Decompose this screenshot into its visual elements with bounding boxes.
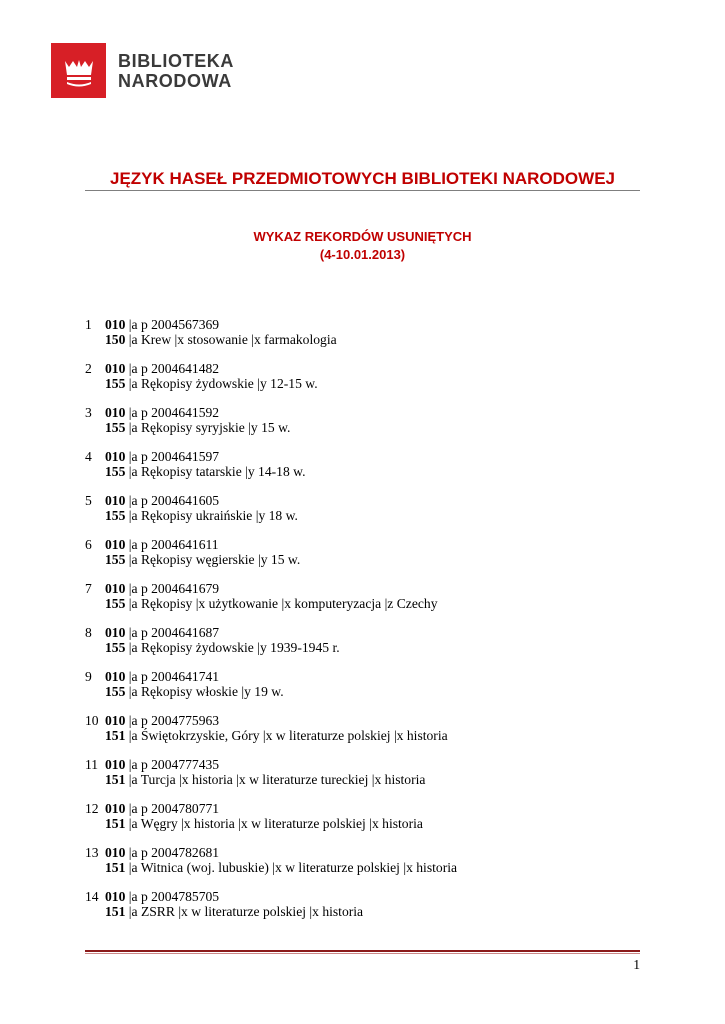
- logo-line-2: NARODOWA: [118, 70, 232, 91]
- record-heading-line: [85, 816, 645, 831]
- record-heading-line: [85, 904, 645, 919]
- library-logo: [51, 43, 234, 98]
- field-tag: 010: [105, 889, 126, 904]
- field-tag: 155: [105, 464, 126, 479]
- record-control-line: [85, 493, 645, 508]
- record-heading-line: [85, 860, 645, 875]
- record-control-line: [85, 801, 645, 816]
- record-control-line: [85, 713, 645, 728]
- field-tag: 155: [105, 420, 126, 435]
- field-tag: 151: [105, 772, 126, 787]
- record-number: 6: [85, 537, 92, 552]
- record-control-line: [85, 449, 645, 464]
- field-tag: 155: [105, 640, 126, 655]
- record-number: 1: [85, 317, 92, 332]
- field-value: |a Rękopisy węgierskie |y 15 w.: [125, 552, 301, 567]
- subtitle-line-1: WYKAZ REKORDÓW USUNIĘTYCH: [253, 229, 472, 244]
- list-item: [85, 713, 645, 757]
- field-value: |a p 2004777435: [125, 757, 220, 772]
- record-number: 14: [85, 889, 99, 904]
- record-heading-line: [85, 464, 645, 479]
- field-tag: 010: [105, 625, 126, 640]
- record-heading-line: [85, 332, 645, 347]
- field-tag: 010: [105, 801, 126, 816]
- list-item: [85, 845, 645, 889]
- field-tag: 010: [105, 845, 126, 860]
- logo-wordmark: [118, 51, 234, 91]
- record-control-line: [85, 625, 645, 640]
- field-tag: 151: [105, 904, 126, 919]
- field-value: |a Rękopisy tatarskie |y 14-18 w.: [125, 464, 306, 479]
- subtitle-date-range: (4-10.01.2013): [319, 247, 406, 262]
- field-tag: 010: [105, 669, 126, 684]
- record-control-line: [85, 405, 645, 420]
- record-number: 11: [85, 757, 99, 772]
- field-value: |a p 2004785705: [125, 889, 220, 904]
- field-value: |a Krew |x stosowanie |x farmakologia: [125, 332, 337, 347]
- record-number: 10: [85, 713, 99, 728]
- field-tag: 010: [105, 405, 126, 420]
- list-item: [85, 581, 645, 625]
- logo-line-1: BIBLIOTEKA: [118, 50, 234, 71]
- field-value: |a ZSRR |x w literaturze polskiej |x historia: [125, 904, 364, 919]
- field-value: |a p 2004567369: [125, 317, 220, 332]
- list-item: [85, 669, 645, 713]
- record-control-line: [85, 361, 645, 376]
- page-title: JĘZYK HASEŁ PRZEDMIOTOWYCH BIBLIOTEKI NARODOWEJ: [110, 169, 615, 188]
- list-item: [85, 801, 645, 845]
- record-heading-line: [85, 640, 645, 655]
- field-value: |a p 2004641679: [125, 581, 220, 596]
- footer-divider: [85, 950, 640, 954]
- field-tag: 151: [105, 728, 126, 743]
- record-number: 3: [85, 405, 92, 420]
- field-value: |a p 2004641597: [125, 449, 220, 464]
- field-tag: 155: [105, 684, 126, 699]
- record-control-line: [85, 537, 645, 552]
- list-item: [85, 361, 645, 405]
- record-number: 5: [85, 493, 92, 508]
- field-value: |a Rękopisy włoskie |y 19 w.: [125, 684, 284, 699]
- field-value: |a Turcja |x historia |x w literaturze tureckiej |x historia: [125, 772, 426, 787]
- record-number: 12: [85, 801, 99, 816]
- field-value: |a Rękopisy syryjskie |y 15 w.: [125, 420, 291, 435]
- record-number: 9: [85, 669, 92, 684]
- field-tag: 155: [105, 508, 126, 523]
- list-item: [85, 889, 645, 933]
- field-value: |a Węgry |x historia |x w literaturze polskiej |x historia: [125, 816, 423, 831]
- field-tag: 151: [105, 816, 126, 831]
- title-divider: [85, 190, 640, 191]
- field-value: |a p 2004780771: [125, 801, 220, 816]
- record-number: 8: [85, 625, 92, 640]
- field-value: |a Witnica (woj. lubuskie) |x w literaturze polskiej |x historia: [125, 860, 458, 875]
- field-value: |a p 2004641687: [125, 625, 220, 640]
- record-number: 2: [85, 361, 92, 376]
- field-tag: 150: [105, 332, 126, 347]
- record-heading-line: [85, 728, 645, 743]
- field-tag: 010: [105, 361, 126, 376]
- list-item: [85, 537, 645, 581]
- record-number: 13: [85, 845, 99, 860]
- list-item: [85, 405, 645, 449]
- field-value: |a Świętokrzyskie, Góry |x w literaturze polskiej |x historia: [125, 728, 448, 743]
- record-control-line: [85, 889, 645, 904]
- record-heading-line: [85, 684, 645, 699]
- field-value: |a p 2004641741: [125, 669, 220, 684]
- page-number: 1: [633, 957, 640, 972]
- record-heading-line: [85, 508, 645, 523]
- field-value: |a p 2004641592: [125, 405, 220, 420]
- record-heading-line: [85, 596, 645, 611]
- record-heading-line: [85, 420, 645, 435]
- field-value: |a p 2004782681: [125, 845, 220, 860]
- field-tag: 155: [105, 376, 126, 391]
- field-value: |a p 2004641611: [125, 537, 219, 552]
- field-value: |a p 2004775963: [125, 713, 220, 728]
- record-control-line: [85, 581, 645, 596]
- field-value: |a Rękopisy żydowskie |y 1939-1945 r.: [125, 640, 340, 655]
- record-heading-line: [85, 772, 645, 787]
- field-value: |a Rękopisy ukraińskie |y 18 w.: [125, 508, 298, 523]
- record-number: 4: [85, 449, 92, 464]
- field-tag: 155: [105, 596, 126, 611]
- list-item: [85, 757, 645, 801]
- record-control-line: [85, 757, 645, 772]
- field-tag: 010: [105, 713, 126, 728]
- record-number: 7: [85, 581, 92, 596]
- field-value: |a Rękopisy |x użytkowanie |x komputeryzacja |z Czechy: [125, 596, 438, 611]
- list-item: [85, 449, 645, 493]
- record-control-line: [85, 845, 645, 860]
- record-control-line: [85, 317, 645, 332]
- record-control-line: [85, 669, 645, 684]
- field-tag: 155: [105, 552, 126, 567]
- records-list: [85, 317, 645, 933]
- field-tag: 010: [105, 537, 126, 552]
- field-tag: 010: [105, 493, 126, 508]
- crown-logo-icon: [51, 43, 106, 98]
- field-tag: 010: [105, 449, 126, 464]
- record-heading-line: [85, 552, 645, 567]
- list-item: [85, 493, 645, 537]
- field-value: |a p 2004641605: [125, 493, 220, 508]
- field-value: |a p 2004641482: [125, 361, 220, 376]
- field-tag: 010: [105, 581, 126, 596]
- subtitle: [85, 228, 640, 264]
- field-tag: 151: [105, 860, 126, 875]
- list-item: [85, 625, 645, 669]
- record-heading-line: [85, 376, 645, 391]
- field-tag: 010: [105, 317, 126, 332]
- list-item: [85, 317, 645, 361]
- field-tag: 010: [105, 757, 126, 772]
- field-value: |a Rękopisy żydowskie |y 12-15 w.: [125, 376, 318, 391]
- crown-icon: [59, 51, 99, 91]
